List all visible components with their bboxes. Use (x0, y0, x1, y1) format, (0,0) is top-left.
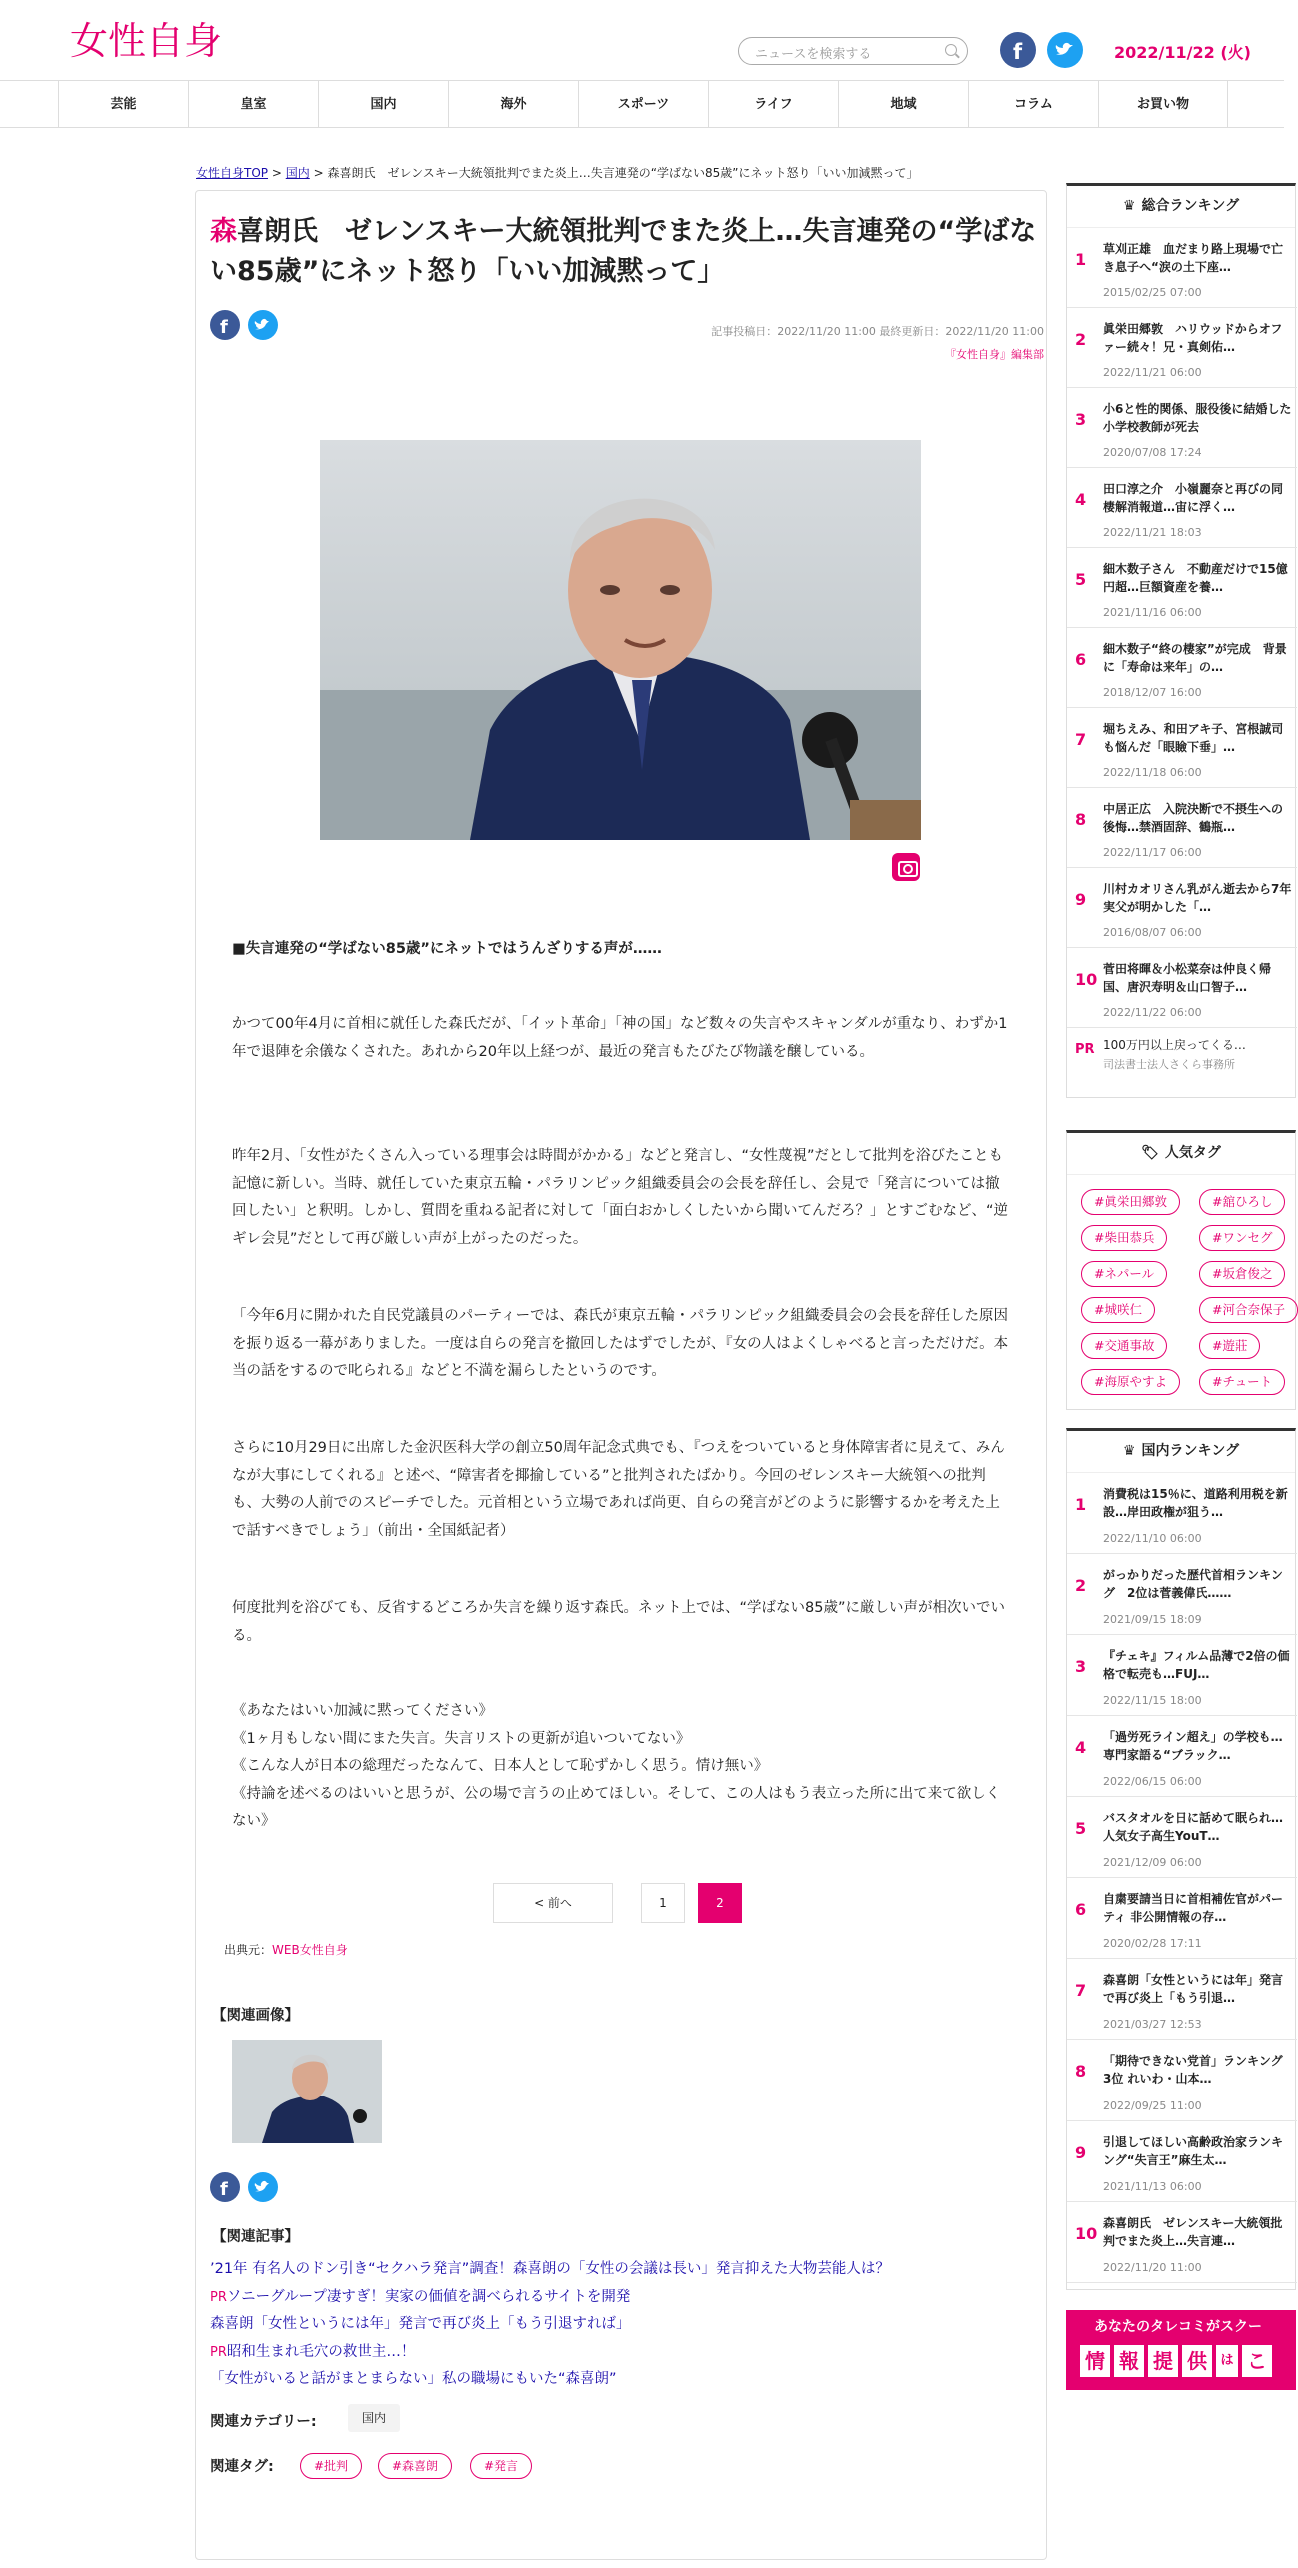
banner-char: 報 (1114, 2345, 1144, 2377)
share-facebook-icon[interactable] (210, 310, 240, 340)
ranking-number: 2 (1075, 1576, 1087, 1595)
nav-item[interactable]: 皇室 (188, 81, 318, 128)
nav-item[interactable]: ライフ (708, 81, 838, 128)
ranking-item[interactable] (1067, 1797, 1297, 1878)
share-twitter-icon[interactable] (248, 310, 278, 340)
related-article-link[interactable]: ソニーグループ凄すぎ！実家の価値を調べられるサイトを開発 (226, 2288, 631, 2305)
article-author[interactable]: 『女性自身』編集部 (945, 348, 1044, 361)
article-paragraph-1: かつて00年4月に首相に就任した森氏だが、「イット革命」「神の国」など数々の失言やスキャンダルが重なり、わずか1年で退陣を余儀なくされた。あれから20年以上経つが、最近の発言もたびたび物議を醸している。 (232, 1016, 1008, 1060)
ranking-date: 2022/11/17 06:00 (1103, 846, 1202, 859)
article-paragraph-2: 昨年2月、「女性がたくさん入っている理事会は時間がかかる」などと発言し、“女性蔑視”だとして批判を浴びたことも記憶に新しい。当時、就任していた東京五輪・パラリンピック組織委員会の会長を辞任し、会見で「発言については撤回したい」と釈明。しかし、質問を重ねる記者に対して「面白おかしくしたいから聞いてんだろ？」とすごむなど、“逆ギレ会見”だとして再び厳しい声が上がったのだった。 (232, 1148, 1009, 1247)
ranking-title[interactable]: 「期待できない党首」ランキング 3位 れいわ・山本… (1103, 2054, 1295, 2086)
ranking-title[interactable]: 草刈正雄 血だまり路上現場で亡き息子へ“涙の土下座… (1103, 242, 1284, 274)
ranking-title[interactable]: 小6と性的関係、服役後に結婚した小学校教師が死去 (1103, 402, 1292, 434)
share-facebook-icon[interactable] (210, 2172, 240, 2202)
ranking-item[interactable] (1067, 228, 1297, 308)
popular-tag[interactable]: #坂倉俊之 (1199, 1261, 1285, 1287)
popular-tag[interactable]: #ワンセグ (1199, 1225, 1285, 1251)
ranking-number: 10 (1075, 970, 1098, 989)
svg-text:女性自身: 女性自身 (70, 19, 223, 63)
ranking-number: 10 (1075, 2224, 1098, 2243)
banner-title: あなたのタレコミがスクー (1094, 2319, 1262, 2335)
page-1-button[interactable]: 1 (641, 1883, 685, 1923)
ranking-title[interactable]: 引退してほしい高齢政治家ランキング“失言王”麻生太… (1103, 2135, 1284, 2167)
ranking-item[interactable] (1067, 948, 1297, 1028)
ranking-date: 2016/08/07 06:00 (1103, 926, 1202, 939)
ranking-item[interactable] (1067, 388, 1297, 468)
ranking-item[interactable] (1067, 2121, 1297, 2202)
overall-ranking-header (1067, 186, 1295, 228)
nav-item[interactable]: お買い物 (1098, 81, 1228, 128)
domestic-ranking-header (1067, 1431, 1295, 1473)
search-placeholder: ニュースを検索する (755, 47, 872, 62)
related-article-item[interactable] (210, 2339, 1040, 2367)
ranking-number: 8 (1075, 2062, 1087, 2081)
ranking-title[interactable]: 消費税は15％に、道路利用税を新設…岸田政権が狙う… (1103, 1487, 1288, 1519)
ranking-item[interactable] (1067, 2202, 1297, 2283)
page-2-button[interactable]: 2 (698, 1883, 742, 1923)
ranking-title[interactable]: 眞栄田郷敦 ハリウッドからオファー続々！兄・真剣佑… (1103, 322, 1283, 354)
banner-char: は (1216, 2345, 1238, 2377)
related-articles-list (210, 2256, 1040, 2394)
quote: 《こんな人が日本の総理だったなんて、日本人として恥ずかしく思う。情け無い》 (232, 1758, 769, 1774)
popular-tags-panel (1066, 1130, 1296, 1410)
banner-char: 供 (1182, 2345, 1212, 2377)
breadcrumb-separator: > (313, 166, 324, 180)
tag-pill[interactable]: #森喜朗 (378, 2453, 452, 2479)
ranking-title[interactable]: 森喜朗氏 ゼレンスキー大統領批判でまた炎上…失言連… (1103, 2216, 1283, 2248)
search-icon[interactable] (945, 44, 957, 56)
tag-pill[interactable]: #発言 (470, 2453, 532, 2479)
article-photo[interactable] (320, 440, 921, 840)
article-paragraph-4: さらに10月29日に出席した金沢医科大学の創立50周年記念式典でも、『つえをついていると身体障害者に見えて、みんなが大事にしてくれる』と述べ、“障害者を揶揄している”と批判されたばかり。今回のゼレンスキー大統領への批判も、大勢の人前でのスピーチでした。元首相という立場であれば尚更、自らの発言がどのように影響するかを考えた上で話すべきでしょう」（前出・全国紙記者） (232, 1440, 1005, 1539)
overall-ranking-panel (1066, 183, 1296, 1098)
domestic-ranking-panel (1066, 1428, 1296, 2290)
ranking-title[interactable]: 堀ちえみ、和田アキ子、宮根誠司も悩んだ「眼瞼下垂」… (1103, 722, 1284, 754)
ranking-item[interactable] (1067, 1716, 1297, 1797)
tags-label: 関連タグ: (210, 2459, 274, 2475)
breadcrumb-current: 森喜朗氏 ゼレンスキー大統領批判でまた炎上…失言連発の“学ばない85歳”にネット怒り「いい加減黙って」 (327, 166, 919, 180)
pr-badge: PR (210, 2344, 227, 2360)
article-title (210, 212, 1040, 292)
related-articles-title: 【関連記事】 (212, 2229, 299, 2245)
ranking-item[interactable] (1067, 868, 1297, 948)
title-rest: 喜朗氏 ゼレンスキー大統領批判でまた炎上…失言連発の“学ばない85歳”にネット怒り「いい加減黙って」 (210, 216, 1037, 287)
crown-icon: ♛ (1122, 1443, 1136, 1459)
popular-tag[interactable]: #交通事故 (1081, 1333, 1167, 1359)
current-date: 2022/11/22 (火) (1114, 43, 1251, 62)
ranking-title[interactable]: 川村カオリさん乳がん逝去から7年 実父が明かした「… (1103, 882, 1292, 914)
ranking-number: 1 (1075, 250, 1087, 269)
popular-tags-header (1067, 1133, 1295, 1175)
popular-tag[interactable]: #柴田恭兵 (1081, 1225, 1167, 1251)
ranking-date: 2022/11/21 18:03 (1103, 526, 1202, 539)
related-article-item[interactable] (210, 2366, 1040, 2394)
related-images-title: 【関連画像】 (212, 2008, 299, 2024)
ranking-item[interactable] (1067, 788, 1297, 868)
popular-tag[interactable]: #舘ひろし (1199, 1189, 1285, 1215)
ranking-item[interactable] (1067, 1959, 1297, 2040)
ranking-item[interactable] (1067, 1473, 1297, 1554)
ranking-number: 9 (1075, 2143, 1087, 2162)
quote: 《あなたはいい加減に黙ってください》 (232, 1703, 493, 1719)
ranking-title[interactable]: 森喜朗「女性というには年」発言で再び炎上「もう引退… (1103, 1973, 1284, 2005)
ranking-number: 7 (1075, 1981, 1087, 2000)
breadcrumb-category[interactable]: 国内 (285, 166, 310, 180)
ranking-date: 2022/11/22 06:00 (1103, 1006, 1202, 1019)
popular-tag[interactable]: #ネパール (1081, 1261, 1167, 1287)
facebook-icon[interactable] (1000, 32, 1036, 68)
ranking-item[interactable] (1067, 2040, 1297, 2121)
ranking-date: 2022/11/21 06:00 (1103, 366, 1202, 379)
svg-text:f: f (220, 2179, 228, 2200)
ranking-item[interactable] (1067, 628, 1297, 708)
article-lead: ■失言連発の“学ばない85歳”にネットではうんざりする声が…… (232, 941, 662, 957)
popular-tag[interactable]: #河合奈保子 (1199, 1297, 1298, 1323)
search-input[interactable] (738, 37, 968, 65)
popular-tags-title: 人気タグ (1164, 1145, 1221, 1161)
popular-tag[interactable]: #城咲仁 (1081, 1297, 1155, 1323)
ranking-title[interactable]: 菅田将暉＆小松菜奈は仲良く帰国、唐沢寿明＆山口智子… (1103, 962, 1272, 994)
ranking-title[interactable]: バスタオルを日に話めて眠られ…人気女子高生YouT… (1103, 1811, 1284, 1843)
ranking-number: 6 (1075, 1900, 1087, 1919)
title-first-char: 森 (210, 216, 237, 247)
article-quotes (232, 1698, 1012, 1836)
banner-char: 情 (1080, 2345, 1110, 2377)
ranking-date: 2015/02/25 07:00 (1103, 286, 1202, 299)
popular-tag[interactable]: #眞栄田郷敦 (1081, 1189, 1180, 1215)
quote: 《1ヶ月もしない間にまた失言。失言リストの更新が追いついてない》 (232, 1730, 691, 1747)
nav-item[interactable]: 芸能 (58, 81, 188, 128)
tip-banner[interactable] (1066, 2310, 1296, 2390)
article-paragraph-3: 「今年6月に開かれた自民党議員のパーティーでは、森氏が東京五輪・パラリンピック組織委員会の会長を辞任した原因を振り返る一幕がありました。一度は自らの発言を撤回したはずでしたが、『女の人はよくしゃべると言っただけだ。本当の話をするので叱られる』などと不満を漏らしたというのです。 (232, 1308, 1009, 1379)
ranking-number: 5 (1075, 1819, 1087, 1838)
related-article-link[interactable]: 森喜朗「女性というには年」発言で再び炎上「もう引退すれば」 (210, 2316, 631, 2332)
ranking-item[interactable] (1067, 1635, 1297, 1716)
main-nav (0, 80, 1284, 128)
ranking-item[interactable] (1067, 548, 1297, 628)
nav-item[interactable]: 海外 (448, 81, 578, 128)
source-label: 出典元： (224, 1943, 273, 1957)
ranking-date: 2022/11/18 06:00 (1103, 766, 1202, 779)
ranking-date: 2020/07/08 17:24 (1103, 446, 1202, 459)
ranking-title[interactable]: 自粛要請当日に首相補佐官がパーティ 非公開情報の存… (1103, 1892, 1284, 1924)
twitter-icon[interactable] (1047, 32, 1083, 68)
overall-ranking-title: 総合ランキング (1141, 198, 1240, 214)
ranking-title[interactable]: 細木数子さん 不動産だけで15億円超…巨額資産を養… (1103, 562, 1288, 594)
nav-item[interactable]: スポーツ (578, 81, 708, 128)
ranking-number: 2 (1075, 330, 1087, 349)
ranking-item[interactable] (1067, 708, 1297, 788)
related-article-item[interactable] (210, 2311, 1040, 2339)
ranking-number: 7 (1075, 730, 1087, 749)
popular-tag[interactable]: #チュート (1199, 1369, 1285, 1395)
ranking-date: 2022/06/15 06:00 (1103, 1775, 1202, 1788)
ranking-date: 2018/12/07 16:00 (1103, 686, 1202, 699)
ranking-date: 2021/12/09 06:00 (1103, 1856, 1202, 1869)
nav-item[interactable]: 国内 (318, 81, 448, 128)
ranking-title[interactable]: がっかりだった歴代首相ランキング 2位は菅義偉氏…… (1103, 1568, 1283, 1600)
article-meta: 記事投稿日：2022/11/20 11:00 最終更新日：2022/11/20 11:00 (711, 325, 1044, 338)
ranking-number: 9 (1075, 890, 1087, 909)
popular-tag[interactable]: #遊莊 (1199, 1333, 1260, 1359)
ranking-number: 3 (1075, 1657, 1087, 1676)
ranking-date: 2021/11/16 06:00 (1103, 606, 1202, 619)
ranking-date: 2021/11/13 06:00 (1103, 2180, 1202, 2193)
banner-char: こ (1242, 2345, 1272, 2377)
related-article-item[interactable] (210, 2256, 1040, 2284)
breadcrumb-separator: > (271, 166, 282, 180)
tag-pill[interactable]: #批判 (300, 2453, 362, 2479)
ranking-date: 2021/09/15 18:09 (1103, 1613, 1202, 1626)
nav-item[interactable]: 地域 (838, 81, 968, 128)
ranking-date: 2022/11/15 18:00 (1103, 1694, 1202, 1707)
share-twitter-icon[interactable] (248, 2172, 278, 2202)
nav-item[interactable]: コラム (968, 81, 1098, 128)
pr-badge: PR (210, 2289, 227, 2305)
related-article-link[interactable]: 昭和生まれ毛穴の救世主…！ (226, 2343, 416, 2360)
source-link[interactable]: WEB女性自身 (272, 1943, 348, 1957)
ranking-number: 5 (1075, 570, 1087, 589)
related-image-thumb[interactable] (232, 2040, 382, 2143)
banner-char: 提 (1148, 2345, 1178, 2377)
svg-text:f: f (1013, 40, 1023, 64)
domestic-ranking-title: 国内ランキング (1141, 1443, 1240, 1459)
article-source (224, 1941, 348, 1958)
category-label: 関連カテゴリー: (210, 2414, 317, 2430)
ranking-date: 2021/03/27 12:53 (1103, 2018, 1202, 2031)
ranking-number: 1 (1075, 1495, 1087, 1514)
ranking-title[interactable]: 「過労死ライン超え」の学校も…専門家語る“ブラック… (1103, 1730, 1283, 1762)
ranking-title[interactable]: 中居正広 入院決断で不摂生への後悔…禁酒固辞、鶴瓶… (1103, 802, 1284, 834)
ranking-date: 2020/02/28 17:11 (1103, 1937, 1202, 1950)
article-paragraph-5: 何度批判を浴びても、反省するどころか失言を繰り返す森氏。ネット上では、“学ばない85歳”に厳しい声が相次いでいる。 (232, 1600, 1005, 1644)
ranking-title[interactable]: 田口淳之介 小嶺麗奈と再びの同棲解消報道…宙に浮く… (1103, 482, 1284, 514)
crown-icon: ♛ (1122, 198, 1136, 214)
ranking-number: 4 (1075, 1738, 1087, 1757)
ranking-title[interactable]: 100万円以上戻ってくる… (1103, 1038, 1246, 1052)
svg-text:f: f (220, 317, 228, 338)
related-article-link[interactable]: 「女性がいると話がまとまらない」私の職場にもいた“森喜朗” (210, 2371, 617, 2387)
related-article-link[interactable]: ’21年 有名人のドン引き“セクハラ発言”調査！森喜朗の「女性の会議は長い」発言抑えた大物芸能人は？ (210, 2261, 890, 2277)
ranking-date: 2022/11/20 11:00 (1103, 2261, 1202, 2274)
ranking-item[interactable] (1067, 308, 1297, 388)
ranking-date: 2022/11/10 06:00 (1103, 1532, 1202, 1545)
ranking-item[interactable] (1067, 1878, 1297, 1959)
ranking-number: 4 (1075, 490, 1087, 509)
ranking-title[interactable]: 『チェキ』フィルム品薄で2倍の価格で転売も…FUJ… (1103, 1649, 1290, 1681)
related-article-item[interactable] (210, 2284, 1040, 2312)
ranking-number: 8 (1075, 810, 1087, 829)
site-header (0, 0, 1284, 80)
breadcrumb-top[interactable]: 女性自身TOP (196, 166, 269, 180)
ranking-pr-item[interactable] (1067, 1028, 1297, 1078)
category-button[interactable]: 国内 (348, 2404, 400, 2432)
camera-icon[interactable] (892, 853, 920, 881)
site-logo[interactable] (70, 14, 230, 64)
ranking-advertiser: 司法書士法人さくら事務所 (1103, 1058, 1235, 1071)
ranking-number: 6 (1075, 650, 1087, 669)
ranking-title[interactable]: 細木数子“終の棲家”が完成 背景に「寿命は来年」の… (1103, 642, 1287, 674)
pr-badge: PR (1075, 1042, 1095, 1057)
breadcrumb (196, 164, 919, 181)
ranking-item[interactable] (1067, 468, 1297, 548)
ranking-item[interactable] (1067, 1554, 1297, 1635)
tag-icon: 🏷 (1141, 1145, 1159, 1161)
quote: 《持論を述べるのはいいと思うが、公の場で言うの止めてほしい。そして、この人はもう表立った所に出て来て欲しくない》 (232, 1785, 1001, 1829)
ranking-number: 3 (1075, 410, 1087, 429)
ranking-date: 2022/09/25 11:00 (1103, 2099, 1202, 2112)
popular-tag[interactable]: #海原やすよ (1081, 1369, 1180, 1395)
prev-page-button[interactable]: < 前へ (493, 1883, 613, 1923)
